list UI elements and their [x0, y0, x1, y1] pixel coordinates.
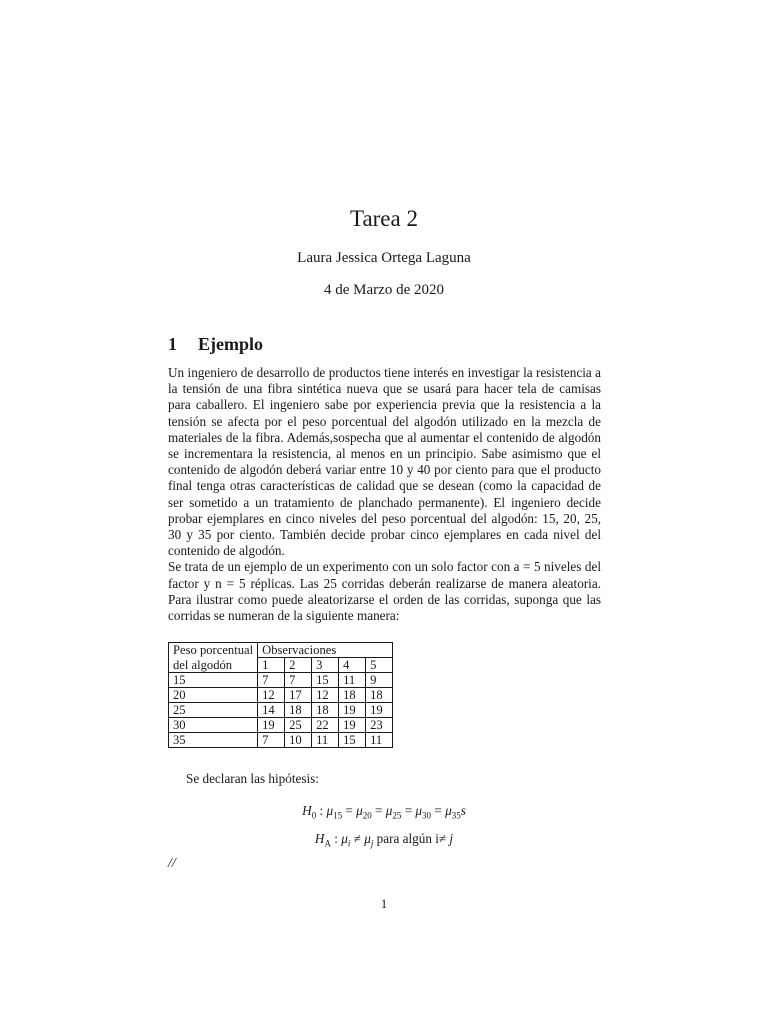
table-cell: 12	[258, 688, 285, 703]
table-col-header: 3	[312, 658, 339, 673]
table-cell: 19	[339, 718, 366, 733]
h0-subscript: 0	[311, 810, 317, 821]
table-cell: 10	[285, 733, 312, 748]
table-col-header: 2	[285, 658, 312, 673]
table-cell: 19	[366, 703, 393, 718]
table-row-label: 15	[169, 673, 258, 688]
table-header-observations: Observaciones	[258, 643, 393, 658]
table-cell: 7	[258, 673, 285, 688]
table-cell: 18	[285, 703, 312, 718]
table-row	[169, 703, 393, 718]
table-cell: 22	[312, 718, 339, 733]
section-title: Ejemplo	[198, 334, 263, 354]
h0-symbol: H	[302, 803, 312, 818]
alternative-hypothesis: $H_A$ : $\mu_i \ne \mu_j$ para algún i≠ j	[314, 831, 454, 849]
paragraph-experiment: Se trata de un ejemplo de un experimento con un solo factor con a = 5 niveles del factor y n = 5 réplicas. Las 25 corridas deberán realizarse de manera aleatoria. Para ilustrar como puede aleatorizarse el orden de las corridas, suponga que las corridas se numeran de la siguiente manera:	[168, 559, 601, 624]
table-cell: 12	[312, 688, 339, 703]
table-cell: 7	[258, 733, 285, 748]
table-row-label: 30	[169, 718, 258, 733]
table-row-label: 35	[169, 733, 258, 748]
table-cell: 18	[366, 688, 393, 703]
author-name: Laura Jessica Ortega Laguna	[297, 250, 471, 266]
table-row	[169, 733, 393, 748]
ha-symbol: H	[314, 831, 325, 846]
table-row	[169, 673, 393, 688]
body-text	[168, 365, 601, 624]
observations-table	[168, 642, 393, 748]
ha-text: para algún i	[376, 831, 439, 846]
paragraph-intro: Un ingeniero de desarrollo de productos tiene interés en investigar la resistencia a la tensión de una fibra sintética nueva que se usará para hacer tela de camisas para caballero. El ingeniero sabe por experiencia previa que la resistencia a la tensión se afecta por el peso porcentual del algodón utilizado en la mezcla de materiales de la fibra. Además,sospecha que al aumentar el contenido de algodón se incrementara la resistencia, al menos en un principio. Sabe asimismo que el contenido de algodón deberá variar entre 10 y 40 por ciento para que el producto final tenga otras características de calidad que se desean (como la capacidad de ser sometido a un tratamiento de planchado permanente). El ingeniero decide probar ejemplares en cinco niveles del peso porcentual del algodón: 15, 20, 25, 30 y 35 por ciento. También decide probar cinco ejemplares en cada nivel del contenido de algodón.	[168, 365, 601, 559]
table-row	[169, 688, 393, 703]
table-cell: 7	[285, 673, 312, 688]
trailing-slashes: //	[168, 856, 176, 871]
table-col-header: 4	[339, 658, 366, 673]
document-title: Tarea 2	[350, 206, 418, 231]
table-header-weight: Peso porcentual	[169, 643, 258, 658]
table-cell: 18	[339, 688, 366, 703]
page-number: 1	[380, 896, 388, 911]
table-cell: 11	[366, 733, 393, 748]
table-cell: 14	[258, 703, 285, 718]
section-heading	[168, 334, 263, 355]
table-cell: 11	[312, 733, 339, 748]
section-number: 1	[168, 334, 177, 354]
table-cell: 17	[285, 688, 312, 703]
hypotheses-intro: Se declaran las hipótesis:	[186, 771, 319, 786]
table-row-label: 20	[169, 688, 258, 703]
ha-subscript: A	[324, 838, 331, 849]
document-date: 4 de Marzo de 2020	[324, 282, 444, 298]
table-cell: 15	[312, 673, 339, 688]
table-cell: 9	[366, 673, 393, 688]
table-col-header: 5	[366, 658, 393, 673]
null-hypothesis: $H_0$ : $\mu_{15} = \mu_{20} = \mu_{25} = \mu_{30} = \mu_{35}s$	[302, 803, 466, 821]
table-cell: 18	[312, 703, 339, 718]
table-col-header: 1	[258, 658, 285, 673]
table-cell: 15	[339, 733, 366, 748]
table-cell: 19	[258, 718, 285, 733]
table-header-weight-line2: del algodón	[169, 658, 258, 673]
table-cell: 11	[339, 673, 366, 688]
table-cell: 23	[366, 718, 393, 733]
table-row-label: 25	[169, 703, 258, 718]
table-cell: 25	[285, 718, 312, 733]
table-cell: 19	[339, 703, 366, 718]
table-row	[169, 718, 393, 733]
